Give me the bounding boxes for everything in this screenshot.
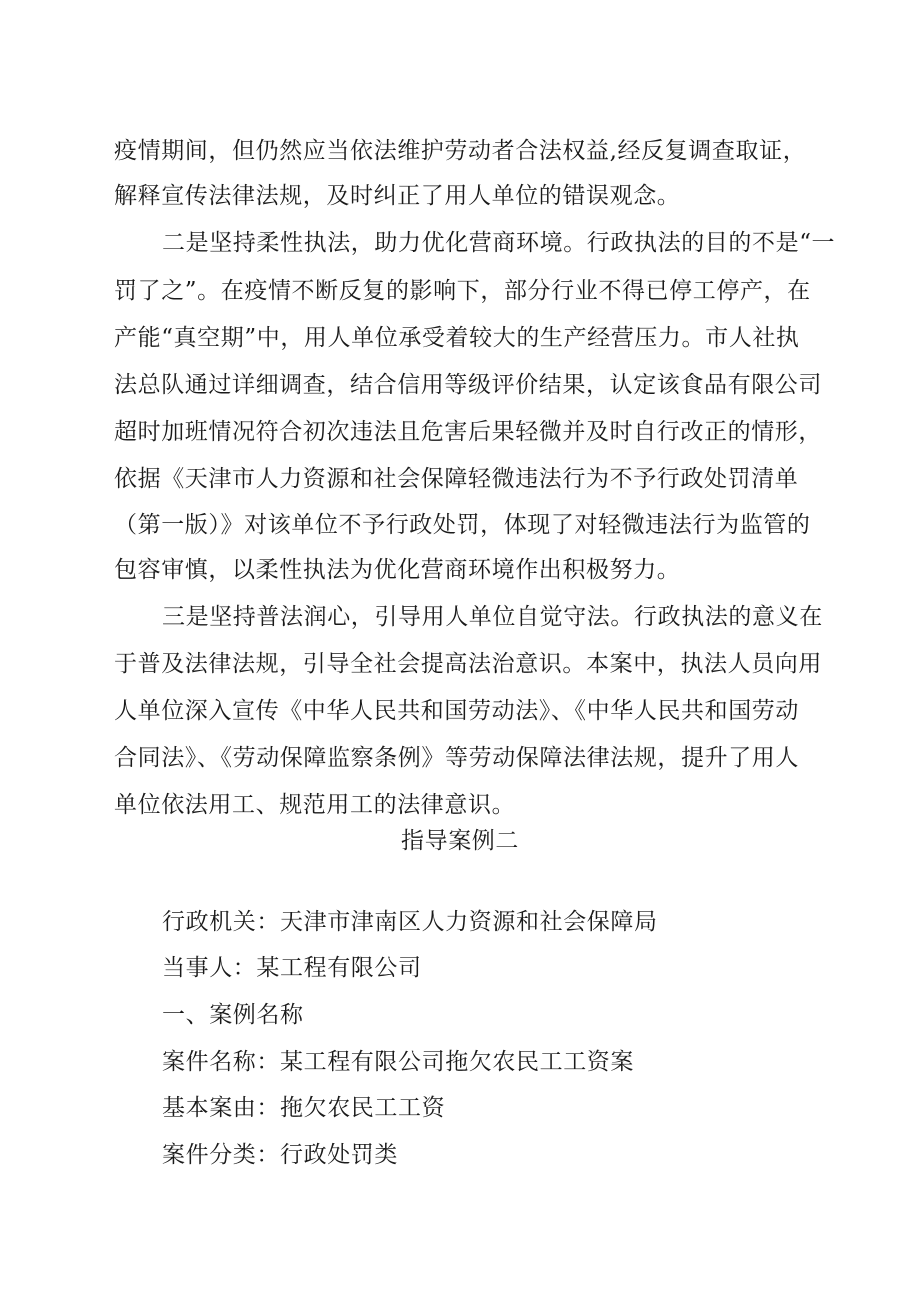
text-line: 包容审慎，以柔性执法为优化营商环境作出积极努力。 [114, 557, 681, 583]
text-line: 产能“真空期”中，用人单位承受着较大的生产经营压力。市人社执 [114, 325, 800, 351]
case-name-line: 案件名称：某工程有限公司拖欠农民工工资案 [162, 1049, 634, 1075]
authority-line: 行政机关：天津市津南区人力资源和社会保障局 [162, 909, 658, 935]
party-line: 当事人：某工程有限公司 [162, 955, 422, 981]
text-line: 法总队通过详细调查，结合信用等级评价结果，认定该食品有限公司 [114, 372, 822, 398]
basic-cause-line: 基本案由：拖欠农民工工资 [162, 1095, 446, 1121]
text-line: （第一版）》对该单位不予行政处罚，体现了对轻微违法行为监管的 [114, 512, 811, 538]
category-line: 案件分类：行政处罚类 [162, 1142, 398, 1168]
section-title: 一、案例名称 [162, 1002, 304, 1028]
text-line: 疫情期间，但仍然应当依法维护劳动者合法权益,经反复调查取证， [114, 138, 807, 164]
text-line: 解释宣传法律法规，及时纠正了用人单位的错误观念。 [114, 183, 681, 209]
text-line: 三是坚持普法润心，引导用人单位自觉守法。行政执法的意义在 [162, 604, 823, 630]
text-line: 单位依法用工、规范用工的法律意识。 [114, 792, 516, 818]
text-line: 依据《天津市人力资源和社会保障轻微违法行为不予行政处罚清单 [114, 466, 799, 492]
text-line: 于普及法律法规，引导全社会提高法治意识。本案中，执法人员向用 [114, 651, 822, 677]
text-line: 超时加班情况符合初次违法且危害后果轻微并及时自行改正的情形， [114, 419, 822, 445]
case-heading: 指导案例二 [401, 828, 519, 854]
text-line: 罚了之”。在疫情不断反复的影响下，部分行业不得已停工停产，在 [114, 278, 811, 304]
text-line: 合同法》、《劳动保障监察条例》等劳动保障法律法规，提升了用人 [114, 745, 799, 771]
text-line: 二是坚持柔性执法，助力优化营商环境。行政执法的目的不是“一 [162, 230, 836, 256]
text-line: 人单位深入宣传《中华人民共和国劳动法》、《中华人民共和国劳动 [114, 698, 799, 724]
